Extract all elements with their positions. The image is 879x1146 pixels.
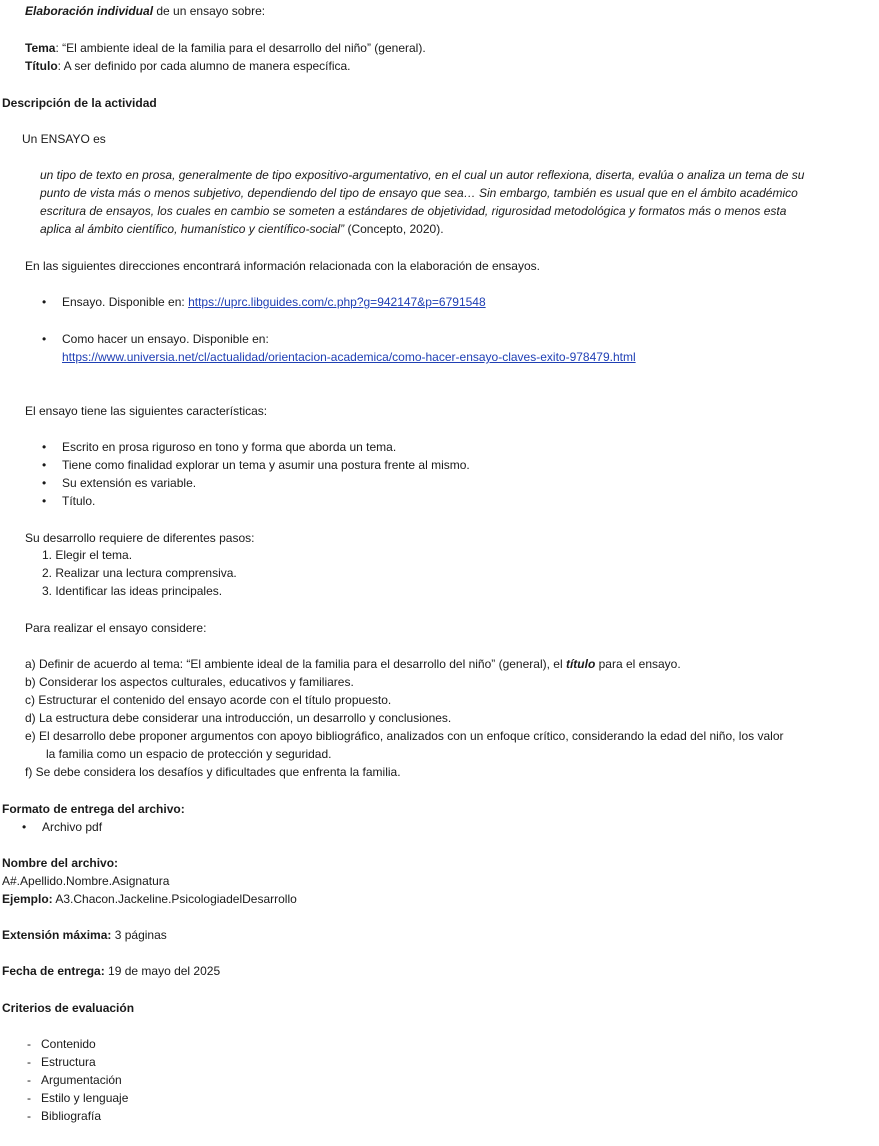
consider-item-b: b) Considerar los aspectos culturales, educativos y familiares. xyxy=(25,675,354,689)
due-line xyxy=(2,964,220,979)
filename-pattern: A#.Apellido.Nombre.Asignatura xyxy=(2,874,170,888)
characteristics-intro: El ensayo tiene las siguientes características: xyxy=(25,404,268,418)
link1-line xyxy=(62,295,486,310)
consider-item-a xyxy=(25,657,681,672)
consider-intro: Para realizar el ensayo considere: xyxy=(25,621,207,635)
tema-label: Tema xyxy=(25,41,56,55)
bullet-icon: • xyxy=(42,440,47,454)
step-item: 3. Identificar las ideas principales. xyxy=(42,584,223,598)
format-item: Archivo pdf xyxy=(42,820,103,834)
step-item: 2. Realizar una lectura comprensiva. xyxy=(42,566,237,580)
quote-line: un tipo de texto en prosa, generalmente de tipo expositivo-argumentativo, en el cual un autor reflexiona, diserta, evalúa o analiza un tema de su xyxy=(40,168,805,182)
quote-line: aplica al ámbito científico, humanístico y científico-social” xyxy=(40,222,345,236)
filename-heading: Nombre del archivo: xyxy=(2,856,119,870)
filename-example-value: A3.Chacon.Jackeline.PsicologiadelDesarrollo xyxy=(52,892,297,906)
characteristic-item: Tiene como finalidad explorar un tema y asumir una postura frente al mismo. xyxy=(62,458,470,472)
link-universia[interactable]: https://www.universia.net/cl/actualidad/orientacion-academica/como-hacer-ensayo-claves-exito-978479.html xyxy=(62,350,636,364)
format-heading: Formato de entrega del archivo: xyxy=(2,802,185,816)
consider-item-a-pre: a) Definir de acuerdo al tema: “El ambiente ideal de la familia para el desarrollo del niño” (general), el xyxy=(25,657,566,671)
bullet-icon: • xyxy=(42,494,47,508)
criteria-item: Estructura xyxy=(41,1055,96,1069)
intro-heading xyxy=(25,4,265,19)
extension-label: Extensión máxima: xyxy=(2,928,112,942)
filename-example-label: Ejemplo: xyxy=(2,892,53,906)
titulo-text: : A ser definido por cada alumno de manera específica. xyxy=(57,59,351,73)
quote-line: escritura de ensayos, los cuales en cambio se someten a estándares de objetividad, rigurosidad metodológica y formatos más o menos esta xyxy=(40,204,787,218)
intro-heading-rest: de un ensayo sobre: xyxy=(153,4,266,18)
criteria-item: Bibliografía xyxy=(41,1109,102,1123)
criteria-item: Contenido xyxy=(41,1037,96,1051)
quote-line: punto de vista más o menos subjetivo, dependiendo del tipo de ensayo que sea… Sin embargo, también es usual que en el ámbito académico xyxy=(40,186,798,200)
due-label: Fecha de entrega: xyxy=(2,964,105,978)
dash-icon: - xyxy=(27,1055,31,1069)
bullet-icon: • xyxy=(42,295,47,309)
characteristic-item: Su extensión es variable. xyxy=(62,476,197,490)
dash-icon: - xyxy=(27,1109,31,1123)
citation: (Concepto, 2020). xyxy=(344,222,444,236)
filename-example xyxy=(2,892,297,907)
consider-item-e-cont: la familia como un espacio de protección y seguridad. xyxy=(46,747,332,761)
characteristic-item: Título. xyxy=(62,494,96,508)
bullet-icon: • xyxy=(42,458,47,472)
due-value: 19 de mayo del 2025 xyxy=(104,964,221,978)
intro-heading-bold: Elaboración individual xyxy=(25,4,154,18)
links-intro: En las siguientes direcciones encontrará información relacionada con la elaboración de ensayos. xyxy=(25,259,540,273)
link2-line xyxy=(62,350,636,365)
link-uprc-libguides[interactable]: https://uprc.libguides.com/c.php?g=942147&p=6791548 xyxy=(188,295,486,309)
characteristic-item: Escrito en prosa riguroso en tono y forma que aborda un tema. xyxy=(62,440,397,454)
quote-last-line xyxy=(40,222,444,237)
link2-label: Como hacer un ensayo. Disponible en: xyxy=(62,332,269,346)
consider-item-a-post: para el ensayo. xyxy=(595,657,681,671)
ensayo-intro: Un ENSAYO es xyxy=(22,132,106,146)
consider-item-a-bold: título xyxy=(565,657,596,671)
description-heading: Descripción de la actividad xyxy=(2,96,157,110)
step-item: 1. Elegir el tema. xyxy=(42,548,133,562)
consider-item-d: d) La estructura debe considerar una introducción, un desarrollo y conclusiones. xyxy=(25,711,452,725)
titulo-line xyxy=(25,59,351,74)
criteria-item: Argumentación xyxy=(41,1073,122,1087)
link1-label: Ensayo. Disponible en: xyxy=(62,295,189,309)
steps-intro: Su desarrollo requiere de diferentes pasos: xyxy=(25,531,255,545)
bullet-icon: • xyxy=(22,820,27,834)
titulo-label: Título xyxy=(25,59,58,73)
bullet-icon: • xyxy=(42,476,47,490)
bullet-icon: • xyxy=(42,332,47,346)
dash-icon: - xyxy=(27,1073,31,1087)
consider-item-e: e) El desarrollo debe proponer argumentos con apoyo bibliográfico, analizados con un enfoque crítico, considerando la edad del niño, los valor xyxy=(25,729,784,743)
consider-item-c: c) Estructurar el contenido del ensayo acorde con el título propuesto. xyxy=(25,693,392,707)
tema-text: : “El ambiente ideal de la familia para el desarrollo del niño” (general). xyxy=(55,41,426,55)
extension-line xyxy=(2,928,167,943)
criteria-item: Estilo y lenguaje xyxy=(41,1091,129,1105)
dash-icon: - xyxy=(27,1037,31,1051)
criteria-heading: Criterios de evaluación xyxy=(2,1001,135,1015)
consider-item-f: f) Se debe considera los desafíos y dificultades que enfrenta la familia. xyxy=(25,765,401,779)
tema-line xyxy=(25,41,426,56)
dash-icon: - xyxy=(27,1091,31,1105)
extension-value: 3 páginas xyxy=(111,928,167,942)
